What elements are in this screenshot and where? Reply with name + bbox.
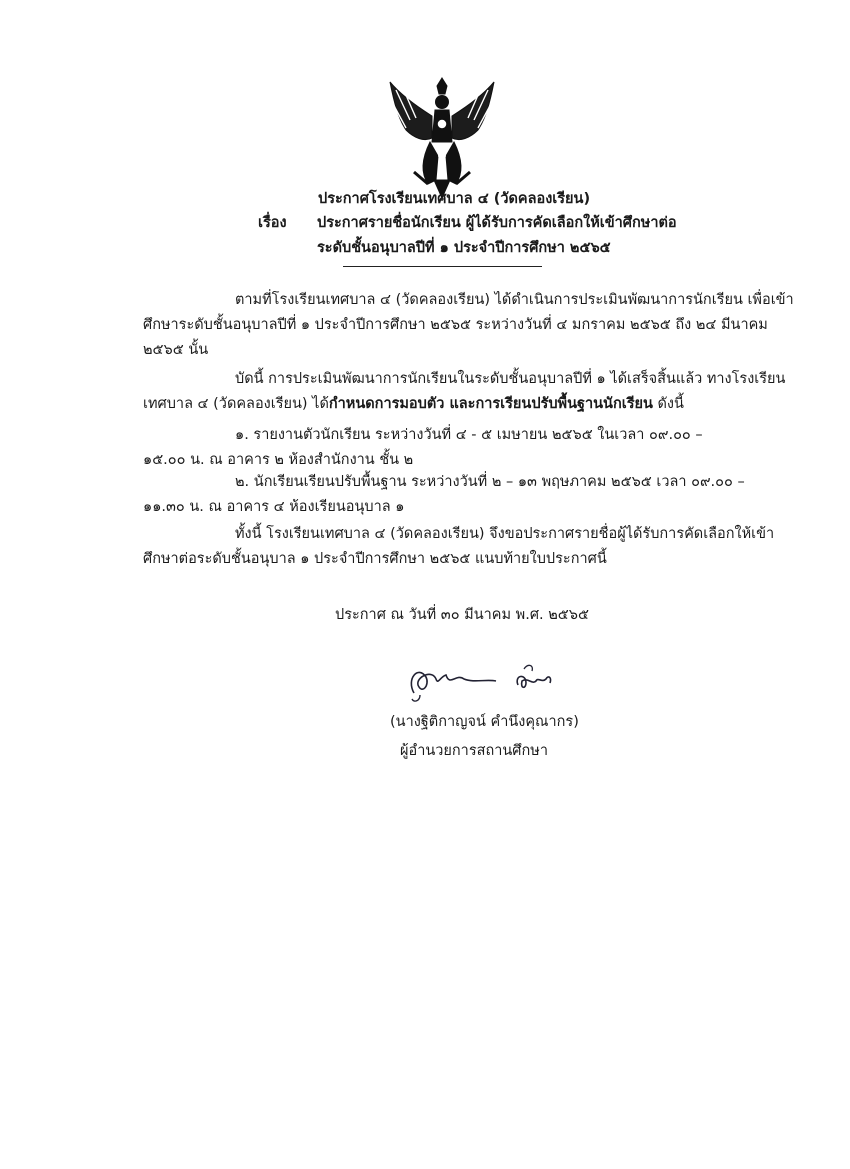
signer-title: ผู้อำนวยการสถานศึกษา bbox=[400, 743, 548, 759]
para1-line3: ๒๕๖๕ นั้น bbox=[143, 342, 209, 358]
item2-line1: ๒. นักเรียนเรียนปรับพื้นฐาน ระหว่างวันที่ ๒ – ๑๓ พฤษภาคม ๒๕๖๕ เวลา ๐๙.๐๐ – bbox=[235, 474, 745, 490]
item1-line1: ๑. รายงานตัวนักเรียน ระหว่างวันที่ ๔ - ๕ เมษายน ๒๕๖๕ ในเวลา ๐๙.๐๐ – bbox=[235, 427, 703, 443]
para3-line1: ทั้งนี้ โรงเรียนเทศบาล ๔ (วัดคลองเรียน) จึงขอประกาศรายชื่อผู้ได้รับการคัดเลือกให้เข้า bbox=[235, 526, 775, 542]
garuda-emblem-icon bbox=[384, 72, 500, 200]
subject-line-1: ประกาศรายชื่อนักเรียน ผู้ได้รับการคัดเลือกให้เข้าศึกษาต่อ bbox=[317, 215, 677, 231]
para2-line2-start: เทศบาล ๔ (วัดคลองเรียน) ได้ bbox=[143, 396, 329, 412]
para2-line1: บัดนี้ การประเมินพัฒนาการนักเรียนในระดับชั้นอนุบาลปีที่ ๑ ได้เสร็จสิ้นแล้ว ทางโรงเรียน bbox=[235, 371, 786, 387]
header-divider bbox=[343, 266, 542, 267]
para1-line2: ศึกษาระดับชั้นอนุบาลปีที่ ๑ ประจำปีการศึกษา ๒๕๖๕ ระหว่างวันที่ ๔ มกราคม ๒๕๖๕ ถึง ๒๔ มีนาคม bbox=[143, 317, 768, 333]
page-title: ประกาศโรงเรียนเทศบาล ๔ (วัดคลองเรียน) bbox=[318, 191, 591, 207]
announce-date: ประกาศ ณ วันที่ ๓๐ มีนาคม พ.ศ. ๒๕๖๕ bbox=[335, 607, 589, 623]
para3-line2: ศึกษาต่อระดับชั้นอนุบาล ๑ ประจำปีการศึกษา ๒๕๖๕ แนบท้ายใบประกาศนี้ bbox=[143, 551, 607, 567]
para2-line2-end: ดังนี้ bbox=[652, 396, 684, 412]
item1-line2: ๑๕.๐๐ น. ณ อาคาร ๒ ห้องสำนักงาน ชั้น ๒ bbox=[143, 452, 414, 468]
para2-line2 bbox=[143, 394, 684, 414]
para1-line1: ตามที่โรงเรียนเทศบาล ๔ (วัดคลองเรียน) ได้ดำเนินการประเมินพัฒนาการนักเรียน เพื่อเข้า bbox=[235, 292, 794, 308]
signature-image bbox=[400, 655, 560, 703]
subject-line-2: ระดับชั้นอนุบาลปีที่ ๑ ประจำปีการศึกษา ๒๕๖๕ bbox=[317, 240, 611, 256]
para2-line2-bold: กำหนดการมอบตัว และการเรียนปรับพื้นฐานนักเรียน bbox=[328, 396, 653, 412]
subject-label: เรื่อง bbox=[258, 215, 287, 231]
signer-name: (นางฐิติกาญจน์ คำนึงคุณากร) bbox=[390, 714, 579, 730]
item2-line2: ๑๑.๓๐ น. ณ อาคาร ๔ ห้องเรียนอนุบาล ๑ bbox=[143, 499, 405, 515]
